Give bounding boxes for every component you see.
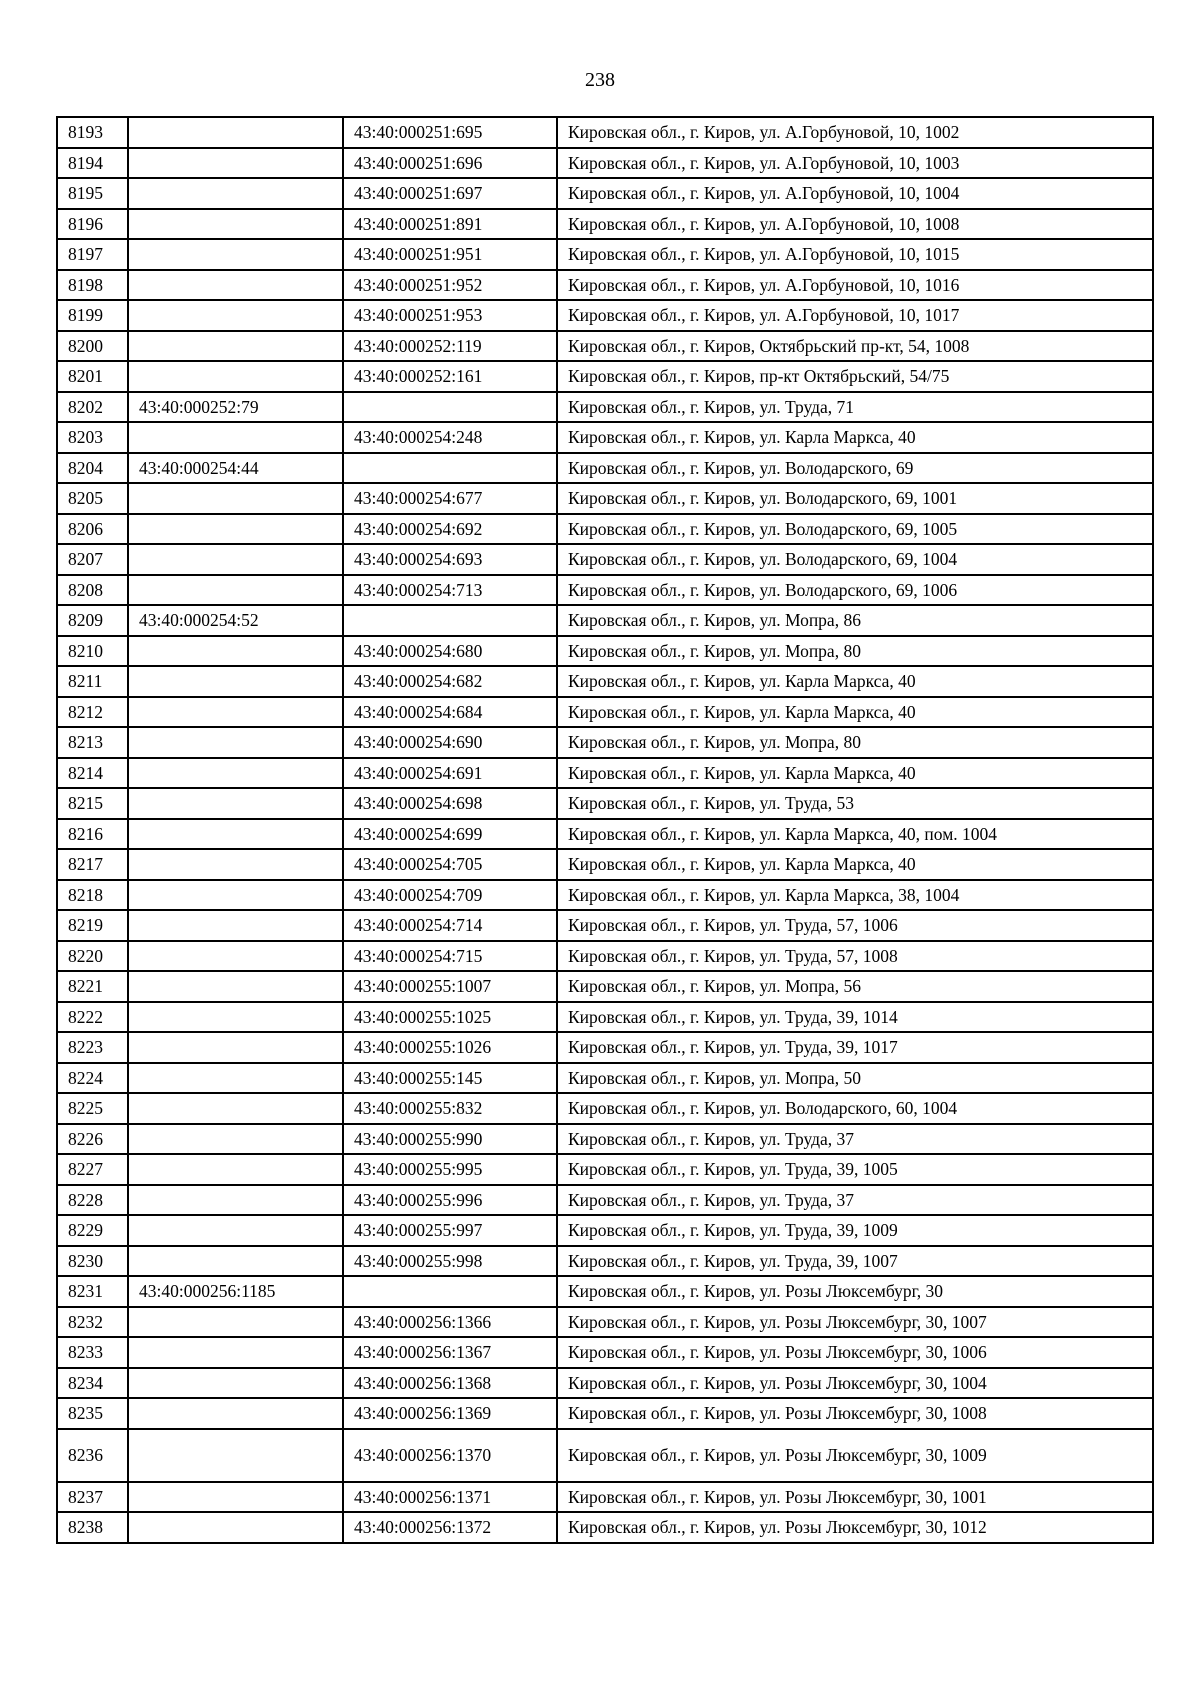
- land-cadastral-number-cell: [128, 788, 343, 819]
- land-cadastral-number-cell: [128, 1512, 343, 1543]
- table-row: [57, 270, 1153, 301]
- land-cadastral-number-cell: [128, 1337, 343, 1368]
- address-cell: Кировская обл., г. Киров, ул. Карла Маркса, 40: [557, 849, 1153, 880]
- land-cadastral-number-cell: [128, 666, 343, 697]
- table-row: [57, 1215, 1153, 1246]
- address-cell: Кировская обл., г. Киров, пр-кт Октябрьский, 54/75: [557, 361, 1153, 392]
- row-number-cell: 8238: [57, 1512, 128, 1543]
- address-cell: Кировская обл., г. Киров, ул. А.Горбуновой, 10, 1017: [557, 300, 1153, 331]
- table-row: [57, 483, 1153, 514]
- address-cell: Кировская обл., г. Киров, ул. Карла Маркса, 40: [557, 758, 1153, 789]
- object-cadastral-number-cell: 43:40:000255:1026: [343, 1032, 557, 1063]
- row-number-cell: 8227: [57, 1154, 128, 1185]
- address-cell: Кировская обл., г. Киров, ул. Карла Маркса, 38, 1004: [557, 880, 1153, 911]
- address-cell: Кировская обл., г. Киров, ул. Труда, 39, 1007: [557, 1246, 1153, 1277]
- address-cell: Кировская обл., г. Киров, ул. Труда, 39, 1009: [557, 1215, 1153, 1246]
- table-row: [57, 1093, 1153, 1124]
- address-cell: Кировская обл., г. Киров, ул. Мопра, 80: [557, 727, 1153, 758]
- row-number-cell: 8199: [57, 300, 128, 331]
- row-number-cell: 8195: [57, 178, 128, 209]
- object-cadastral-number-cell: 43:40:000254:713: [343, 575, 557, 606]
- row-number-cell: 8234: [57, 1368, 128, 1399]
- row-number-cell: 8232: [57, 1307, 128, 1338]
- land-cadastral-number-cell: [128, 148, 343, 179]
- land-cadastral-number-cell: [128, 575, 343, 606]
- address-cell: Кировская обл., г. Киров, ул. Карла Маркса, 40: [557, 697, 1153, 728]
- table-row: [57, 1276, 1153, 1307]
- row-number-cell: 8198: [57, 270, 128, 301]
- row-number-cell: 8200: [57, 331, 128, 362]
- land-cadastral-number-cell: 43:40:000256:1185: [128, 1276, 343, 1307]
- table-row: [57, 1307, 1153, 1338]
- address-cell: Кировская обл., г. Киров, ул. Володарского, 60, 1004: [557, 1093, 1153, 1124]
- land-cadastral-number-cell: [128, 239, 343, 270]
- land-cadastral-number-cell: [128, 636, 343, 667]
- land-cadastral-number-cell: [128, 1032, 343, 1063]
- object-cadastral-number-cell: 43:40:000254:714: [343, 910, 557, 941]
- table-row: [57, 666, 1153, 697]
- address-cell: Кировская обл., г. Киров, ул. Труда, 39, 1005: [557, 1154, 1153, 1185]
- table-row: [57, 300, 1153, 331]
- table-row: [57, 1482, 1153, 1513]
- land-cadastral-number-cell: [128, 209, 343, 240]
- address-cell: Кировская обл., г. Киров, ул. А.Горбуновой, 10, 1003: [557, 148, 1153, 179]
- address-cell: Кировская обл., г. Киров, ул. Труда, 57, 1008: [557, 941, 1153, 972]
- address-cell: Кировская обл., г. Киров, ул. Мопра, 50: [557, 1063, 1153, 1094]
- object-cadastral-number-cell: [343, 453, 557, 484]
- table-row: [57, 1368, 1153, 1399]
- row-number-cell: 8211: [57, 666, 128, 697]
- address-cell: Кировская обл., г. Киров, ул. Розы Люксембург, 30, 1007: [557, 1307, 1153, 1338]
- address-cell: Кировская обл., г. Киров, ул. Розы Люксембург, 30, 1004: [557, 1368, 1153, 1399]
- table-row: [57, 1185, 1153, 1216]
- object-cadastral-number-cell: 43:40:000254:691: [343, 758, 557, 789]
- row-number-cell: 8209: [57, 605, 128, 636]
- row-number-cell: 8212: [57, 697, 128, 728]
- land-cadastral-number-cell: [128, 1002, 343, 1033]
- land-cadastral-number-cell: 43:40:000254:52: [128, 605, 343, 636]
- address-cell: Кировская обл., г. Киров, ул. Володарского, 69, 1005: [557, 514, 1153, 545]
- table-row: [57, 605, 1153, 636]
- table-row: [57, 1512, 1153, 1543]
- table-row: [57, 1154, 1153, 1185]
- land-cadastral-number-cell: [128, 1215, 343, 1246]
- row-number-cell: 8216: [57, 819, 128, 850]
- object-cadastral-number-cell: [343, 1276, 557, 1307]
- address-cell: Кировская обл., г. Киров, ул. А.Горбуновой, 10, 1002: [557, 117, 1153, 148]
- object-cadastral-number-cell: 43:40:000254:705: [343, 849, 557, 880]
- object-cadastral-number-cell: 43:40:000254:693: [343, 544, 557, 575]
- table-row: [57, 971, 1153, 1002]
- object-cadastral-number-cell: 43:40:000254:715: [343, 941, 557, 972]
- row-number-cell: 8218: [57, 880, 128, 911]
- object-cadastral-number-cell: [343, 392, 557, 423]
- row-number-cell: 8202: [57, 392, 128, 423]
- land-cadastral-number-cell: [128, 1398, 343, 1429]
- row-number-cell: 8219: [57, 910, 128, 941]
- object-cadastral-number-cell: 43:40:000254:677: [343, 483, 557, 514]
- row-number-cell: 8233: [57, 1337, 128, 1368]
- address-cell: Кировская обл., г. Киров, ул. Розы Люксембург, 30, 1001: [557, 1482, 1153, 1513]
- land-cadastral-number-cell: 43:40:000252:79: [128, 392, 343, 423]
- table-row: [57, 148, 1153, 179]
- row-number-cell: 8210: [57, 636, 128, 667]
- object-cadastral-number-cell: 43:40:000256:1371: [343, 1482, 557, 1513]
- object-cadastral-number-cell: 43:40:000251:697: [343, 178, 557, 209]
- object-cadastral-number-cell: 43:40:000252:161: [343, 361, 557, 392]
- land-cadastral-number-cell: [128, 178, 343, 209]
- address-cell: Кировская обл., г. Киров, ул. Розы Люксембург, 30, 1012: [557, 1512, 1153, 1543]
- land-cadastral-number-cell: [128, 1124, 343, 1155]
- object-cadastral-number-cell: 43:40:000254:248: [343, 422, 557, 453]
- land-cadastral-number-cell: [128, 117, 343, 148]
- row-number-cell: 8224: [57, 1063, 128, 1094]
- table-row: [57, 544, 1153, 575]
- land-cadastral-number-cell: [128, 544, 343, 575]
- object-cadastral-number-cell: 43:40:000254:709: [343, 880, 557, 911]
- row-number-cell: 8235: [57, 1398, 128, 1429]
- land-cadastral-number-cell: [128, 758, 343, 789]
- table-row: [57, 1337, 1153, 1368]
- object-cadastral-number-cell: 43:40:000254:690: [343, 727, 557, 758]
- row-number-cell: 8208: [57, 575, 128, 606]
- registry-table-body: [57, 117, 1153, 1543]
- object-cadastral-number-cell: 43:40:000254:699: [343, 819, 557, 850]
- address-cell: Кировская обл., г. Киров, ул. А.Горбуновой, 10, 1015: [557, 239, 1153, 270]
- object-cadastral-number-cell: 43:40:000255:995: [343, 1154, 557, 1185]
- row-number-cell: 8213: [57, 727, 128, 758]
- row-number-cell: 8196: [57, 209, 128, 240]
- object-cadastral-number-cell: 43:40:000251:695: [343, 117, 557, 148]
- object-cadastral-number-cell: 43:40:000255:1025: [343, 1002, 557, 1033]
- table-row: [57, 117, 1153, 148]
- land-cadastral-number-cell: [128, 422, 343, 453]
- object-cadastral-number-cell: 43:40:000255:145: [343, 1063, 557, 1094]
- land-cadastral-number-cell: [128, 1063, 343, 1094]
- address-cell: Кировская обл., г. Киров, ул. А.Горбуновой, 10, 1016: [557, 270, 1153, 301]
- table-row: [57, 239, 1153, 270]
- table-row: [57, 1032, 1153, 1063]
- land-cadastral-number-cell: [128, 300, 343, 331]
- table-row: [57, 880, 1153, 911]
- address-cell: Кировская обл., г. Киров, ул. Розы Люксембург, 30, 1006: [557, 1337, 1153, 1368]
- table-row: [57, 636, 1153, 667]
- row-number-cell: 8203: [57, 422, 128, 453]
- object-cadastral-number-cell: 43:40:000254:692: [343, 514, 557, 545]
- object-cadastral-number-cell: 43:40:000256:1370: [343, 1429, 557, 1482]
- table-row: [57, 788, 1153, 819]
- row-number-cell: 8230: [57, 1246, 128, 1277]
- object-cadastral-number-cell: 43:40:000251:951: [343, 239, 557, 270]
- land-cadastral-number-cell: [128, 910, 343, 941]
- row-number-cell: 8228: [57, 1185, 128, 1216]
- object-cadastral-number-cell: 43:40:000256:1368: [343, 1368, 557, 1399]
- land-cadastral-number-cell: [128, 270, 343, 301]
- table-row: [57, 849, 1153, 880]
- table-row: [57, 819, 1153, 850]
- table-row: [57, 575, 1153, 606]
- object-cadastral-number-cell: 43:40:000251:953: [343, 300, 557, 331]
- row-number-cell: 8193: [57, 117, 128, 148]
- address-cell: Кировская обл., г. Киров, ул. Володарского, 69, 1006: [557, 575, 1153, 606]
- land-cadastral-number-cell: [128, 1307, 343, 1338]
- object-cadastral-number-cell: 43:40:000254:684: [343, 697, 557, 728]
- table-row: [57, 361, 1153, 392]
- table-row: [57, 392, 1153, 423]
- address-cell: Кировская обл., г. Киров, ул. Мопра, 86: [557, 605, 1153, 636]
- land-cadastral-number-cell: [128, 514, 343, 545]
- address-cell: Кировская обл., г. Киров, ул. Труда, 37: [557, 1185, 1153, 1216]
- address-cell: Кировская обл., г. Киров, ул. Розы Люксембург, 30, 1009: [557, 1429, 1153, 1482]
- object-cadastral-number-cell: 43:40:000255:997: [343, 1215, 557, 1246]
- object-cadastral-number-cell: 43:40:000251:891: [343, 209, 557, 240]
- object-cadastral-number-cell: 43:40:000256:1367: [343, 1337, 557, 1368]
- row-number-cell: 8201: [57, 361, 128, 392]
- table-row: [57, 1398, 1153, 1429]
- object-cadastral-number-cell: 43:40:000255:996: [343, 1185, 557, 1216]
- land-cadastral-number-cell: 43:40:000254:44: [128, 453, 343, 484]
- row-number-cell: 8194: [57, 148, 128, 179]
- row-number-cell: 8197: [57, 239, 128, 270]
- table-row: [57, 422, 1153, 453]
- row-number-cell: 8236: [57, 1429, 128, 1482]
- land-cadastral-number-cell: [128, 880, 343, 911]
- row-number-cell: 8204: [57, 453, 128, 484]
- address-cell: Кировская обл., г. Киров, ул. Володарского, 69: [557, 453, 1153, 484]
- address-cell: Кировская обл., г. Киров, ул. Труда, 37: [557, 1124, 1153, 1155]
- table-row: [57, 1124, 1153, 1155]
- address-cell: Кировская обл., г. Киров, ул. Труда, 39, 1017: [557, 1032, 1153, 1063]
- row-number-cell: 8237: [57, 1482, 128, 1513]
- row-number-cell: 8231: [57, 1276, 128, 1307]
- object-cadastral-number-cell: 43:40:000255:832: [343, 1093, 557, 1124]
- table-row: [57, 1002, 1153, 1033]
- object-cadastral-number-cell: 43:40:000255:990: [343, 1124, 557, 1155]
- land-cadastral-number-cell: [128, 1093, 343, 1124]
- table-row: [57, 941, 1153, 972]
- land-cadastral-number-cell: [128, 331, 343, 362]
- page-number: 238: [585, 69, 615, 91]
- row-number-cell: 8225: [57, 1093, 128, 1124]
- address-cell: Кировская обл., г. Киров, Октябрьский пр-кт, 54, 1008: [557, 331, 1153, 362]
- table-row: [57, 331, 1153, 362]
- land-cadastral-number-cell: [128, 727, 343, 758]
- address-cell: Кировская обл., г. Киров, ул. Труда, 57, 1006: [557, 910, 1153, 941]
- table-row: [57, 1063, 1153, 1094]
- table-row: [57, 910, 1153, 941]
- object-cadastral-number-cell: 43:40:000251:952: [343, 270, 557, 301]
- address-cell: Кировская обл., г. Киров, ул. Карла Маркса, 40: [557, 666, 1153, 697]
- table-row: [57, 209, 1153, 240]
- object-cadastral-number-cell: 43:40:000254:680: [343, 636, 557, 667]
- row-number-cell: 8221: [57, 971, 128, 1002]
- row-number-cell: 8207: [57, 544, 128, 575]
- address-cell: Кировская обл., г. Киров, ул. Карла Маркса, 40, пом. 1004: [557, 819, 1153, 850]
- row-number-cell: 8226: [57, 1124, 128, 1155]
- table-row: [57, 453, 1153, 484]
- land-cadastral-number-cell: [128, 483, 343, 514]
- land-cadastral-number-cell: [128, 1429, 343, 1482]
- land-cadastral-number-cell: [128, 971, 343, 1002]
- object-cadastral-number-cell: [343, 605, 557, 636]
- address-cell: Кировская обл., г. Киров, ул. А.Горбуновой, 10, 1004: [557, 178, 1153, 209]
- row-number-cell: 8229: [57, 1215, 128, 1246]
- address-cell: Кировская обл., г. Киров, ул. Труда, 71: [557, 392, 1153, 423]
- object-cadastral-number-cell: 43:40:000254:698: [343, 788, 557, 819]
- object-cadastral-number-cell: 43:40:000256:1369: [343, 1398, 557, 1429]
- table-row: [57, 1429, 1153, 1482]
- land-cadastral-number-cell: [128, 361, 343, 392]
- land-cadastral-number-cell: [128, 941, 343, 972]
- row-number-cell: 8217: [57, 849, 128, 880]
- table-row: [57, 697, 1153, 728]
- land-cadastral-number-cell: [128, 849, 343, 880]
- address-cell: Кировская обл., г. Киров, ул. Розы Люксембург, 30: [557, 1276, 1153, 1307]
- row-number-cell: 8206: [57, 514, 128, 545]
- row-number-cell: 8215: [57, 788, 128, 819]
- address-cell: Кировская обл., г. Киров, ул. Володарского, 69, 1001: [557, 483, 1153, 514]
- object-cadastral-number-cell: 43:40:000251:696: [343, 148, 557, 179]
- address-cell: Кировская обл., г. Киров, ул. Розы Люксембург, 30, 1008: [557, 1398, 1153, 1429]
- land-cadastral-number-cell: [128, 1246, 343, 1277]
- address-cell: Кировская обл., г. Киров, ул. Труда, 53: [557, 788, 1153, 819]
- property-registry-table: [56, 116, 1154, 1544]
- table-row: [57, 1246, 1153, 1277]
- object-cadastral-number-cell: 43:40:000256:1372: [343, 1512, 557, 1543]
- land-cadastral-number-cell: [128, 1185, 343, 1216]
- object-cadastral-number-cell: 43:40:000255:1007: [343, 971, 557, 1002]
- row-number-cell: 8214: [57, 758, 128, 789]
- address-cell: Кировская обл., г. Киров, ул. Мопра, 56: [557, 971, 1153, 1002]
- land-cadastral-number-cell: [128, 1482, 343, 1513]
- address-cell: Кировская обл., г. Киров, ул. Мопра, 80: [557, 636, 1153, 667]
- table-row: [57, 178, 1153, 209]
- row-number-cell: 8222: [57, 1002, 128, 1033]
- address-cell: Кировская обл., г. Киров, ул. А.Горбуновой, 10, 1008: [557, 209, 1153, 240]
- land-cadastral-number-cell: [128, 819, 343, 850]
- table-row: [57, 758, 1153, 789]
- address-cell: Кировская обл., г. Киров, ул. Карла Маркса, 40: [557, 422, 1153, 453]
- address-cell: Кировская обл., г. Киров, ул. Труда, 39, 1014: [557, 1002, 1153, 1033]
- land-cadastral-number-cell: [128, 1368, 343, 1399]
- address-cell: Кировская обл., г. Киров, ул. Володарского, 69, 1004: [557, 544, 1153, 575]
- land-cadastral-number-cell: [128, 1154, 343, 1185]
- table-row: [57, 514, 1153, 545]
- table-row: [57, 727, 1153, 758]
- land-cadastral-number-cell: [128, 697, 343, 728]
- object-cadastral-number-cell: 43:40:000255:998: [343, 1246, 557, 1277]
- object-cadastral-number-cell: 43:40:000254:682: [343, 666, 557, 697]
- object-cadastral-number-cell: 43:40:000252:119: [343, 331, 557, 362]
- row-number-cell: 8220: [57, 941, 128, 972]
- object-cadastral-number-cell: 43:40:000256:1366: [343, 1307, 557, 1338]
- row-number-cell: 8223: [57, 1032, 128, 1063]
- row-number-cell: 8205: [57, 483, 128, 514]
